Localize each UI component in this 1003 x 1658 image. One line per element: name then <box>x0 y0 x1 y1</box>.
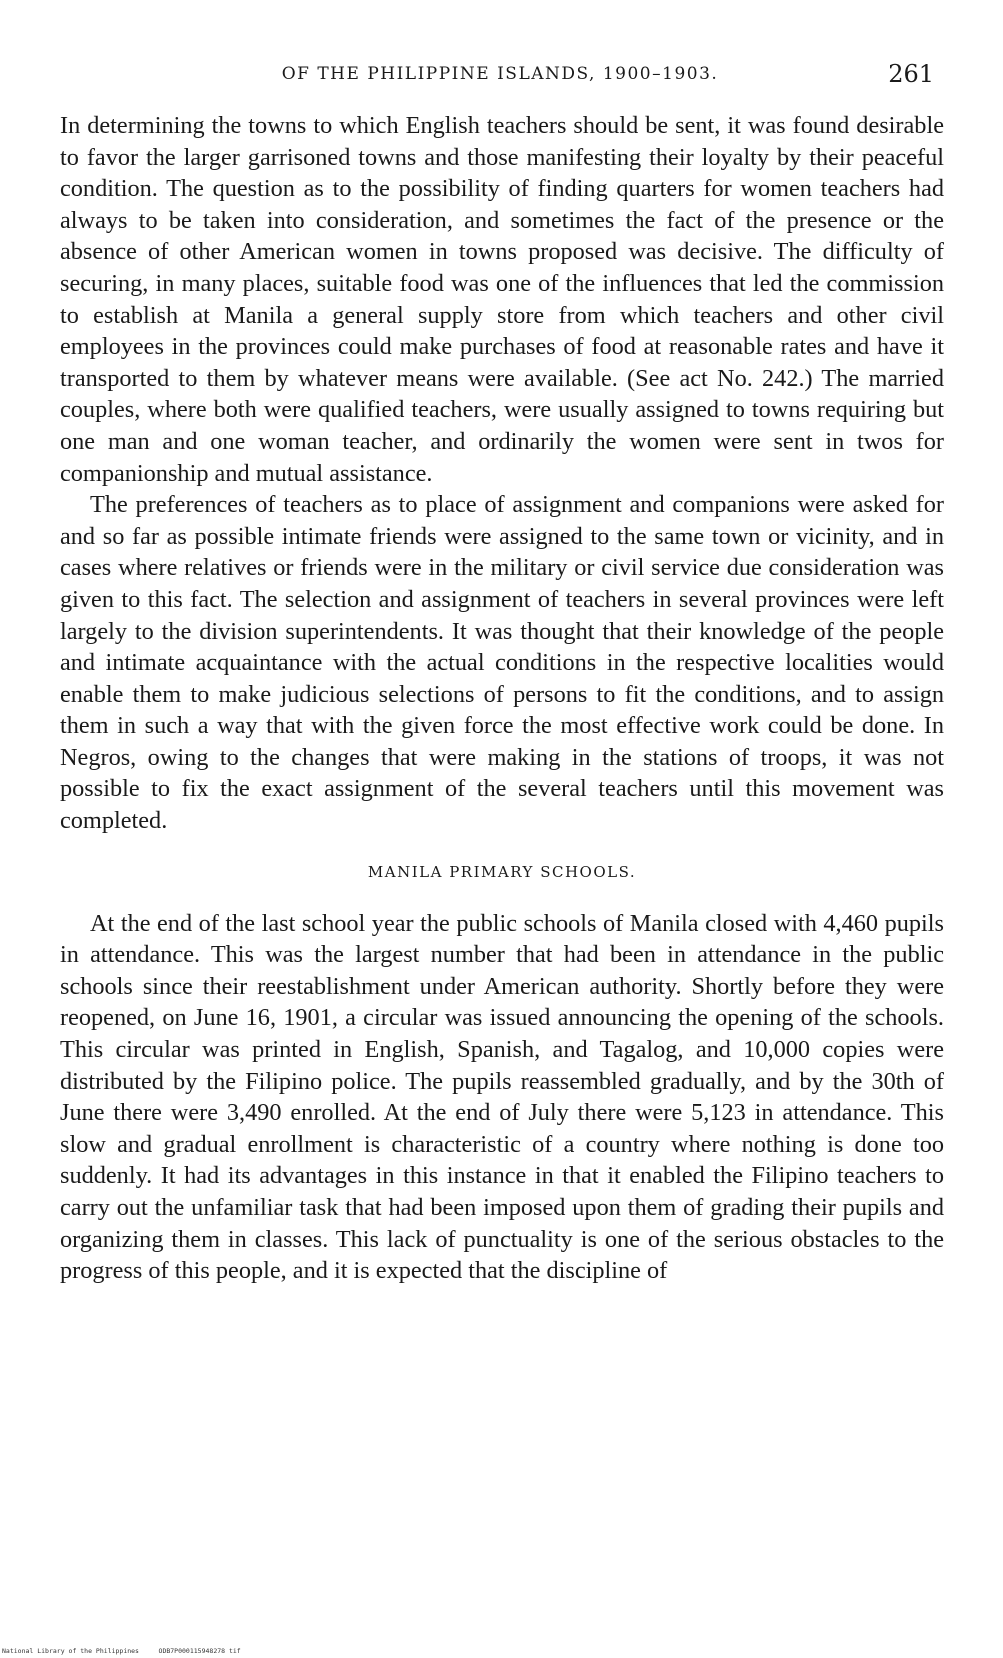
page-number: 261 <box>888 60 934 88</box>
paragraph-manila-schools: At the end of the last school year the public schools of Manila closed with 4,460 pupils in attendance. This was the largest number that had been in attendance in the public schools since their reestablishment under American authority. Shortly before they were reopened, on June 16, 1901, a circular was issued announcing the opening of the schools. This circular was printed in English, Spanish, and Tagalog, and 10,000 copies were distributed by the Filipino police. The pupils reassembled gradually, and by the 30th of June there were 3,490 enrolled. At the end of July there were 5,123 in attendance. This slow and gradual enrollment is characteristic of a country where nothing is done too suddenly. It had its advantages in this instance in that it enabled the Filipino teachers to carry out the unfamiliar task that had been imposed upon them of grading their pupils and organizing them in classes. This lack of punctuality is one of the serious obstacles to the progress of this people, and it is expected that the discipline of <box>60 909 944 1285</box>
section-heading: MANILA PRIMARY SCHOOLS. <box>367 862 637 881</box>
scan-credit-footer: National Library of the Philippines ODB7P000115948278 tif <box>2 1647 241 1655</box>
paragraph-teacher-preferences: The preferences of teachers as to place of assignment and companions were asked for and so far as possible intimate friends were assigned to the same town or vicinity, and in cases where relatives or friends were in the military or civil service due consideration was given to this fact. The selection and assignment of teachers in several provinces were left largely to the division superintendents. It was thought that their knowledge of the people and intimate acquaintance with the actual conditions in the respective localities would enable them to make judicious selections of persons to fit the conditions, and to assign them in such a way that with the given force the most effective work could be done. In Negros, owing to the changes that were making in the stations of troops, it was not possible to fix the exact assignment of the several teachers until this movement was completed. <box>60 491 944 835</box>
running-header <box>60 60 940 92</box>
page-body <box>60 110 944 1287</box>
paragraph-teacher-towns: In determining the towns to which English teachers should be sent, it was found desirable to favor the larger garrisoned towns and those manifesting their loyalty by their peaceful condition. The question as to the possibility of finding quarters for women teachers had always to be taken into consideration, and sometimes the fact of the presence or the absence of other American women in towns proposed was decisive. The difficulty of securing, in many places, suitable food was one of the influences that led the commission to establish at Manila a general supply store from which teachers and other civil employees in the provinces could make purchases of food at reasonable rates and have it transported to them by whatever means were available. (See act No. 242.) The married couples, where both were qualified teachers, were usually assigned to towns requiring but one man and one woman teacher, and ordinarily the women were sent in twos for companionship and mutual assistance. <box>60 112 944 487</box>
running-title: OF THE PHILIPPINE ISLANDS, 1900–1903. <box>281 64 719 84</box>
